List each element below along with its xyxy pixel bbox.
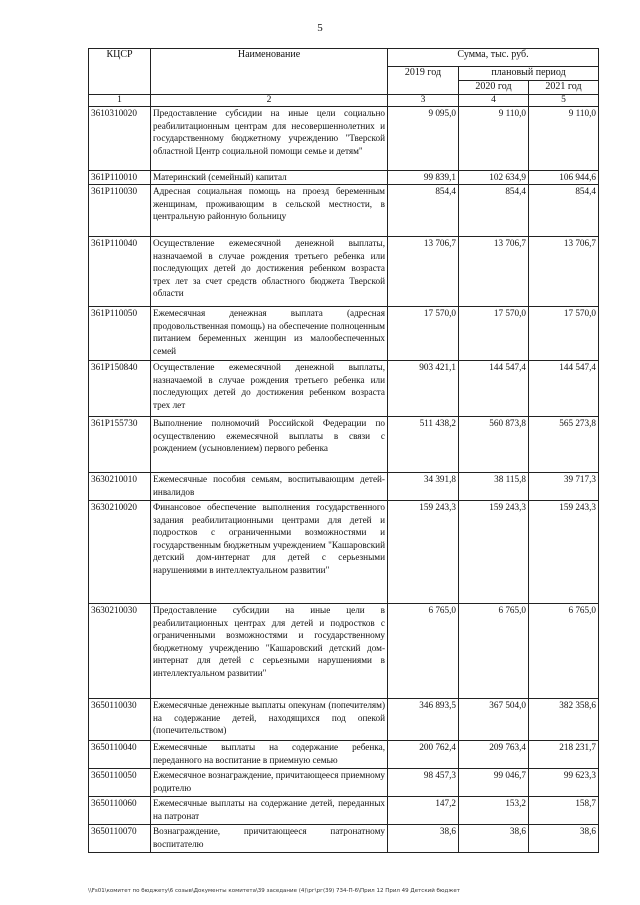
item-name: Выполнение полномочий Российской Федерации по осуществлению ежемесячной выплаты в связи с рождением (усыновлением) первого ребенка	[151, 417, 388, 473]
kcsr-code: 3650110030	[89, 699, 151, 741]
item-name: Ежемесячные выплаты на содержание детей, переданных на патронат	[151, 797, 388, 825]
column-number: 3	[388, 95, 459, 107]
header-year-2021: 2021 год	[529, 81, 599, 95]
value-2020: 99 046,7	[459, 769, 529, 797]
item-name: Ежемесячные денежные выплаты опекунам (попечителям) на содержание детей, находящихся под опекой (попечительством)	[151, 699, 388, 741]
kcsr-code: 3630210010	[89, 473, 151, 501]
value-2019: 13 706,7	[388, 237, 459, 307]
value-2021: 854,4	[529, 185, 599, 237]
column-number: 1	[89, 95, 151, 107]
value-2019: 34 391,8	[388, 473, 459, 501]
value-2021: 9 110,0	[529, 107, 599, 171]
table-row	[89, 797, 599, 825]
value-2021: 99 623,3	[529, 769, 599, 797]
column-number: 4	[459, 95, 529, 107]
table-row	[89, 237, 599, 307]
value-2019: 346 893,5	[388, 699, 459, 741]
header-year-2020: 2020 год	[459, 81, 529, 95]
footer-file-path: \\Fs01\комитет по бюджету\6 созыв\Документы комитета\39 заседание (4)\рг\рг(39) 734-П-6\Прил 12 Прил 49 Детский бюджет	[88, 888, 460, 894]
value-2020: 159 243,3	[459, 501, 529, 604]
value-2019: 98 457,3	[388, 769, 459, 797]
value-2020: 560 873,8	[459, 417, 529, 473]
value-2021: 382 358,6	[529, 699, 599, 741]
value-2021: 13 706,7	[529, 237, 599, 307]
table-row	[89, 501, 599, 604]
table-row	[89, 417, 599, 473]
value-2019: 17 570,0	[388, 307, 459, 361]
value-2020: 153,2	[459, 797, 529, 825]
kcsr-code: 361P110040	[89, 237, 151, 307]
item-name: Адресная социальная помощь на проезд беременным женщинам, проживающим в сельской местности, в центральную районную больницу	[151, 185, 388, 237]
value-2019: 38,6	[388, 825, 459, 853]
kcsr-code: 361P155730	[89, 417, 151, 473]
kcsr-code: 361P110010	[89, 171, 151, 185]
value-2020: 6 765,0	[459, 604, 529, 699]
table-row	[89, 473, 599, 501]
item-name: Предоставление субсидии на иные цели в реабилитационных центрах для детей и подростков с ограниченными возможностями и государственному бюджетному учреждению "Кашаровский детский дом-интернат для детей с серьезными нарушениями в интеллектуальном развитии"	[151, 604, 388, 699]
value-2020: 144 547,4	[459, 361, 529, 417]
value-2019: 9 095,0	[388, 107, 459, 171]
item-name: Финансовое обеспечение выполнения государственного задания реабилитационными центрами для детей и подростков с ограниченными возможностями и государственным бюджетным учреждением "Кашаровский детский дом-интернат для детей с серьезными нарушениями в интеллектуальном развитии"	[151, 501, 388, 604]
item-name: Материнский (семейный) капитал	[151, 171, 388, 185]
item-name: Вознаграждение, причитающееся патронатному воспитателю	[151, 825, 388, 853]
value-2020: 209 763,4	[459, 741, 529, 769]
value-2020: 38 115,8	[459, 473, 529, 501]
value-2020: 102 634,9	[459, 171, 529, 185]
item-name: Осуществление ежемесячной денежной выплаты, назначаемой в случае рождения третьего ребенка или последующих детей до достижения ребенком возраста трех лет за счет средств областного бюджета Тверской области	[151, 237, 388, 307]
header-sum: Сумма, тыс. руб.	[388, 49, 599, 67]
item-name: Осуществление ежемесячной денежной выплаты, назначаемой в случае рождения третьего ребенка или последующих детей до достижения ребенком возраста трех лет	[151, 361, 388, 417]
kcsr-code: 361P150840	[89, 361, 151, 417]
value-2020: 38,6	[459, 825, 529, 853]
column-number: 2	[151, 95, 388, 107]
kcsr-code: 3630210020	[89, 501, 151, 604]
value-2019: 854,4	[388, 185, 459, 237]
header-year-2019: 2019 год	[388, 67, 459, 95]
column-number: 5	[529, 95, 599, 107]
page-number: 5	[317, 22, 323, 34]
item-name: Ежемесячные выплаты на содержание ребенка, переданного на воспитание в приемную семью	[151, 741, 388, 769]
value-2021: 218 231,7	[529, 741, 599, 769]
value-2019: 99 839,1	[388, 171, 459, 185]
table-row	[89, 185, 599, 237]
table-row	[89, 825, 599, 853]
value-2020: 17 570,0	[459, 307, 529, 361]
value-2021: 17 570,0	[529, 307, 599, 361]
header-planned-period: плановый период	[459, 67, 599, 81]
value-2021: 39 717,3	[529, 473, 599, 501]
value-2021: 159 243,3	[529, 501, 599, 604]
kcsr-code: 361P110030	[89, 185, 151, 237]
kcsr-code: 3650110070	[89, 825, 151, 853]
value-2019: 6 765,0	[388, 604, 459, 699]
value-2020: 367 504,0	[459, 699, 529, 741]
value-2021: 6 765,0	[529, 604, 599, 699]
value-2021: 38,6	[529, 825, 599, 853]
value-2021: 565 273,8	[529, 417, 599, 473]
table-row	[89, 604, 599, 699]
value-2020: 13 706,7	[459, 237, 529, 307]
budget-table	[88, 48, 599, 853]
value-2019: 903 421,1	[388, 361, 459, 417]
header-kcsr: КЦСР	[89, 49, 151, 95]
item-name: Ежемесячная денежная выплата (адресная продовольственная помощь) на обеспечение полноценным питанием беременных женщин из малообеспеченных семей	[151, 307, 388, 361]
value-2019: 147,2	[388, 797, 459, 825]
header-name: Наименование	[151, 49, 388, 95]
item-name: Предоставление субсидии на иные цели социально реабилитационным центрам для несовершеннолетних и государственному бюджетному учреждению "Тверской областной Центр социальной помощи семье и детям"	[151, 107, 388, 171]
kcsr-code: 3630210030	[89, 604, 151, 699]
value-2019: 200 762,4	[388, 741, 459, 769]
table-row	[89, 741, 599, 769]
value-2020: 854,4	[459, 185, 529, 237]
value-2021: 106 944,6	[529, 171, 599, 185]
kcsr-code: 3610310020	[89, 107, 151, 171]
kcsr-code: 361P110050	[89, 307, 151, 361]
table-row	[89, 361, 599, 417]
value-2019: 159 243,3	[388, 501, 459, 604]
table-row	[89, 171, 599, 185]
table-row	[89, 769, 599, 797]
value-2021: 144 547,4	[529, 361, 599, 417]
value-2019: 511 438,2	[388, 417, 459, 473]
kcsr-code: 3650110040	[89, 741, 151, 769]
table-row	[89, 699, 599, 741]
item-name: Ежемесячное вознаграждение, причитающееся приемному родителю	[151, 769, 388, 797]
value-2020: 9 110,0	[459, 107, 529, 171]
item-name: Ежемесячные пособия семьям, воспитывающим детей-инвалидов	[151, 473, 388, 501]
kcsr-code: 3650110060	[89, 797, 151, 825]
value-2021: 158,7	[529, 797, 599, 825]
table-row	[89, 107, 599, 171]
table-row	[89, 307, 599, 361]
kcsr-code: 3650110050	[89, 769, 151, 797]
